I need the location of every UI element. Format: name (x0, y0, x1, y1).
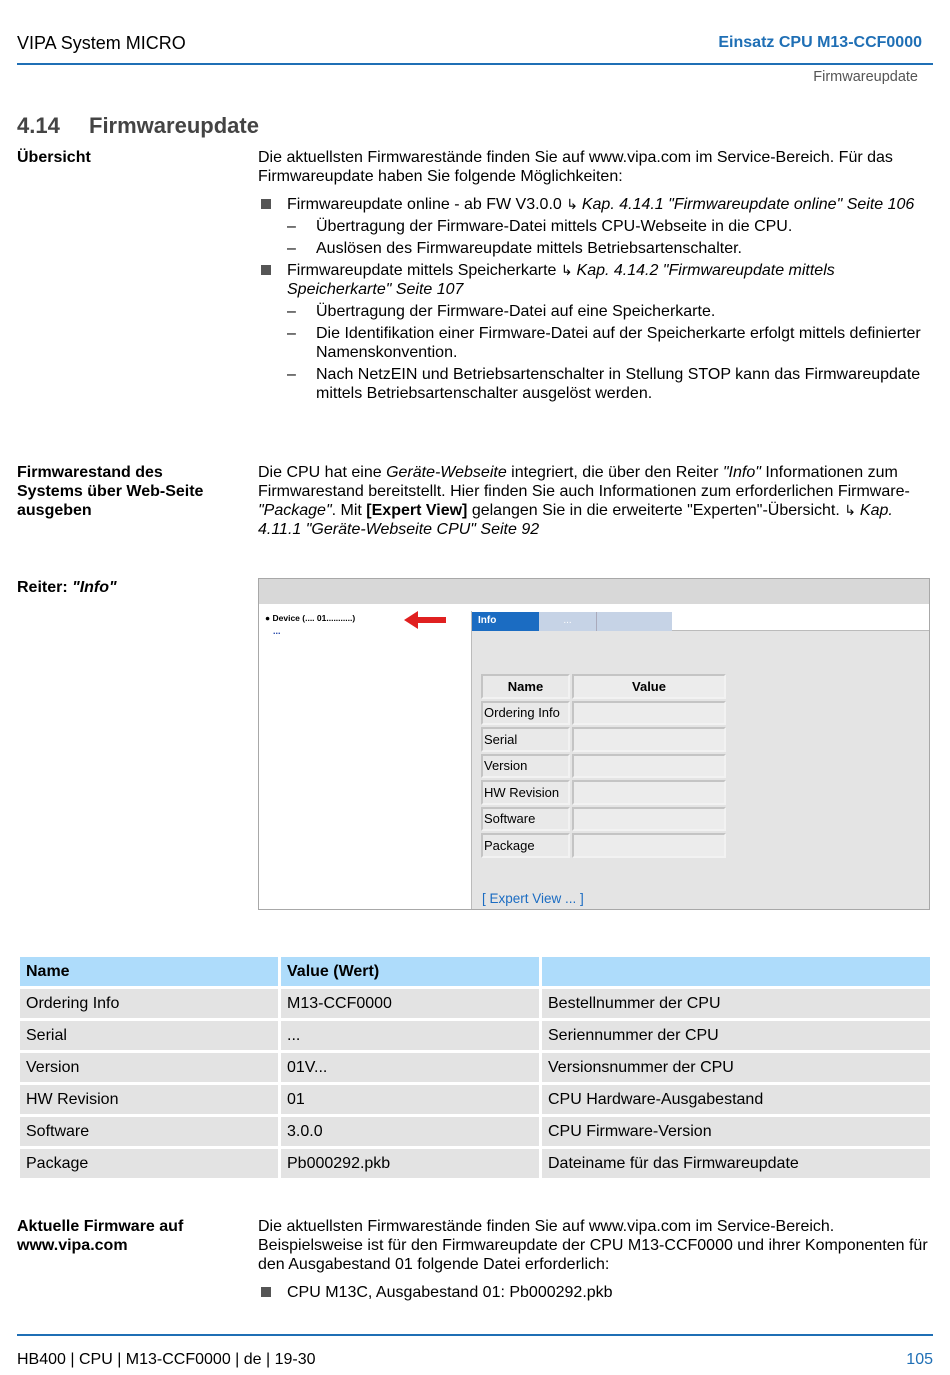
column-header: Name (20, 957, 278, 986)
expert-view-link[interactable]: [ Expert View ... ] (482, 891, 584, 906)
table-cell: HW Revision (481, 780, 570, 805)
table-row (20, 1149, 930, 1178)
firmware-info-table (17, 954, 933, 1181)
current-firmware-text: Die aktuellsten Firmwarestände finden Sie auf www.vipa.com im Service-Bereich. Beispielsweise ist für den Firmwareupdate der CPU M13-CCF0000 und ihrer Komponenten für den Ausgabestand 01 folgende Datei erforderlich: (258, 1218, 928, 1273)
table-row (20, 1117, 930, 1146)
tab-more[interactable]: ... (539, 612, 596, 631)
reference-arrow-icon: ↳ (566, 196, 582, 212)
table-cell: Ordering Info (20, 989, 278, 1018)
chapter-reference-link[interactable]: Kap. 4.14.1 "Firmwareupdate online" Seite 106 (581, 196, 915, 213)
table-row (481, 701, 726, 726)
table-cell: Bestellnummer der CPU (542, 989, 930, 1018)
firmware-web-body: Die CPU hat eine Geräte-Webseite integriert, die über den Reiter "Info" Informationen zum Firmwarestand bereitstellt. Hier finden Sie auch Informationen zum erforderlichen Firmware-"Package". Mit [Expert View] gelangen Sie in die erweiterte "Experten"-Übersicht. ↳ Kap. 4.11.1 "Geräte-Webseite CPU" Seite 92 (258, 464, 910, 538)
table-cell (572, 780, 726, 805)
section-number: 4.14 (17, 113, 60, 138)
web-page-screenshot (258, 578, 930, 910)
reference-arrow-icon: ↳ (560, 262, 577, 278)
table-row (481, 727, 726, 752)
column-header (542, 957, 930, 986)
sub-list-item: – Auslösen des Firmwareupdate mittels Betriebsartenschalter. (287, 239, 934, 258)
footer-divider (17, 1334, 933, 1336)
table-cell: Serial (20, 1021, 278, 1050)
table-cell: 01V... (281, 1053, 539, 1082)
table-row (20, 989, 930, 1018)
sub-list-item: – Die Identifikation einer Firmware-Datei auf der Speicherkarte erfolgt mittels definierter Namenskonvention. (287, 324, 934, 362)
table-cell (572, 754, 726, 779)
table-cell (572, 807, 726, 832)
table-header-row (20, 957, 930, 986)
column-header: Value (Wert) (281, 957, 539, 986)
section-subtitle: Firmwareupdate (813, 69, 918, 85)
current-firmware-label: Aktuelle Firmware auf www.vipa.com (17, 1218, 184, 1254)
table-cell: Software (481, 807, 570, 832)
tab-blank[interactable] (596, 612, 672, 631)
firmware-web-label: Firmwarestand des Systems über Web-Seite ausgeben (17, 464, 204, 519)
reference-arrow-icon: ↳ (844, 502, 860, 518)
list-item: CPU M13C, Ausgabestand 01: Pb000292.pkb (258, 1283, 934, 1302)
table-row (481, 780, 726, 805)
red-arrow-icon (404, 610, 448, 630)
overview-label: Übersicht (17, 149, 91, 166)
table-cell: Package (20, 1149, 278, 1178)
table-row (481, 754, 726, 779)
table-cell: 01 (281, 1085, 539, 1114)
list-item: Firmwareupdate mittels Speicherkarte ↳ Kap. 4.14.2 "Firmwareupdate mittels Speicherkarte" Seite 107 – Übertragung der Firmware-Datei auf eine Speicherkarte. – Die Identifikation einer Firmware-Datei auf der Speicherkarte erfolgt mittels definierter Namenskonvention. – Nach NetzEIN und Betriebsartenschalter in Stellung STOP kann das Firmwareupdate mittels Betriebsartenschalter ausgelöst werden. (258, 261, 934, 403)
current-firmware-body (258, 1217, 934, 1305)
table-row (481, 674, 726, 699)
section-heading (17, 113, 259, 139)
overview-intro: Die aktuellsten Firmwarestände finden Sie auf www.vipa.com im Service-Bereich. Für das Firmwareupdate haben Sie folgende Möglichkeiten: (258, 149, 893, 185)
table-cell: Versionsnummer der CPU (542, 1053, 930, 1082)
table-cell: ... (281, 1021, 539, 1050)
table-cell: Seriennummer der CPU (542, 1021, 930, 1050)
list-item: Firmwareupdate online - ab FW V3.0.0 ↳ Kap. 4.14.1 "Firmwareupdate online" Seite 106 – Übertragung der Firmware-Datei mittels CPU-Webseite in die CPU. – Auslösen des Firmwareupdate mittels Betriebsartenschalter. (258, 195, 934, 258)
table-cell: Dateiname für das Firmwareupdate (542, 1149, 930, 1178)
table-row (481, 833, 726, 858)
table-cell (572, 701, 726, 726)
table-header: Name (481, 674, 570, 699)
info-table (479, 672, 728, 860)
sub-list-item: – Nach NetzEIN und Betriebsartenschalter in Stellung STOP kann das Firmwareupdate mittels Betriebsartenschalter ausgelöst werden. (287, 365, 934, 403)
overview-list (258, 195, 934, 403)
overview-body (258, 148, 934, 406)
sub-list (287, 302, 934, 403)
table-cell: Version (481, 754, 570, 779)
table-cell: Serial (481, 727, 570, 752)
table-cell: CPU Firmware-Version (542, 1117, 930, 1146)
table-cell (572, 833, 726, 858)
tab-bar (472, 611, 929, 631)
table-cell: CPU Hardware-Ausgabestand (542, 1085, 930, 1114)
footer-document-id: HB400 | CPU | M13-CCF0000 | de | 19-30 (17, 1351, 316, 1368)
table-row (20, 1053, 930, 1082)
table-cell: Pb000292.pkb (281, 1149, 539, 1178)
section-title: Firmwareupdate (89, 113, 259, 138)
table-cell (572, 727, 726, 752)
chapter-reference-link[interactable]: Kap. 4.14.2 "Firmwareupdate mittels Speicherkarte" Seite 107 (287, 262, 835, 298)
screenshot-toolbar (259, 579, 929, 604)
device-tree-subitem[interactable]: ... (273, 626, 281, 636)
table-row (20, 1021, 930, 1050)
info-panel (471, 611, 929, 909)
sub-list-item: – Übertragung der Firmware-Datei auf eine Speicherkarte. (287, 302, 934, 321)
header-divider (17, 63, 933, 65)
sub-list (287, 217, 934, 258)
table-cell: Package (481, 833, 570, 858)
table-cell: Version (20, 1053, 278, 1082)
chapter-title: Einsatz CPU M13-CCF0000 (718, 34, 922, 51)
document-title: VIPA System MICRO (17, 33, 186, 53)
table-row (20, 1085, 930, 1114)
tab-info[interactable]: Info (472, 612, 539, 631)
reiter-label: Reiter: "Info" (17, 579, 117, 596)
chapter-reference-link[interactable]: Kap. 4.11.1 "Geräte-Webseite CPU" Seite 92 (258, 502, 893, 538)
table-row (481, 807, 726, 832)
current-firmware-list (258, 1283, 934, 1302)
sub-list-item: – Übertragung der Firmware-Datei mittels CPU-Webseite in die CPU. (287, 217, 934, 236)
table-cell: 3.0.0 (281, 1117, 539, 1146)
table-cell: Software (20, 1117, 278, 1146)
device-tree-item[interactable]: ● Device (.... 01...........) (265, 613, 356, 623)
table-header: Value (572, 674, 726, 699)
table-cell: HW Revision (20, 1085, 278, 1114)
table-cell: M13-CCF0000 (281, 989, 539, 1018)
page-number: 105 (906, 1351, 933, 1368)
table-cell: Ordering Info (481, 701, 570, 726)
